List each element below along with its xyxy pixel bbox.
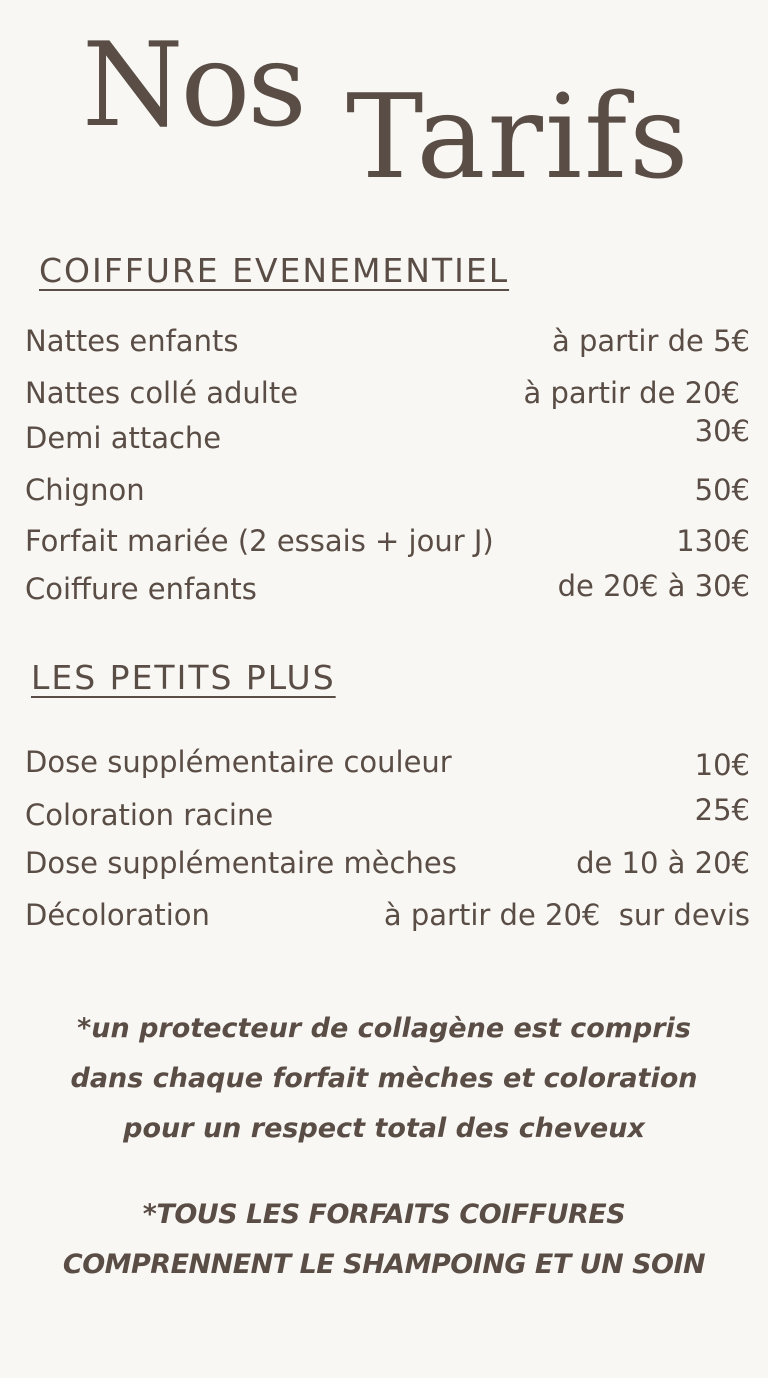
- price-row-label: Décoloration: [25, 898, 210, 932]
- price-row-label: Dose supplémentaire couleur: [25, 745, 452, 779]
- price-row-label: Coloration racine: [25, 798, 274, 832]
- price-row-value: de 10 à 20€: [576, 846, 750, 880]
- note-line: *un protecteur de collagène est compris: [77, 1013, 691, 1044]
- note-forfaits: [0, 1190, 768, 1290]
- section-heading-coiffure-evenementiel: COIFFURE EVENEMENTIEL: [39, 251, 510, 290]
- price-row-label: Nattes collé adulte: [25, 376, 299, 410]
- price-row-value: à partir de 20€ sur devis: [383, 898, 750, 932]
- price-row-label: Nattes enfants: [25, 324, 239, 358]
- price-row-value: de 20€ à 30€: [557, 569, 750, 603]
- title-word-nos: Nos: [82, 18, 304, 153]
- price-row-label: Coiffure enfants: [25, 572, 257, 606]
- price-row-value: à partir de 20€: [523, 376, 740, 410]
- price-row-value: 25€: [694, 793, 750, 827]
- note-line: COMPRENNENT LE SHAMPOING ET UN SOIN: [62, 1249, 706, 1280]
- price-row-label: Dose supplémentaire mèches: [25, 846, 457, 880]
- note-line: dans chaque forfait mèches et coloration: [70, 1063, 698, 1094]
- price-row-label: Demi attache: [25, 421, 222, 455]
- note-line: pour un respect total des cheveux: [123, 1113, 645, 1144]
- note-line: *TOUS LES FORFAITS COIFFURES: [142, 1199, 626, 1230]
- section-heading-les-petits-plus: LES PETITS PLUS: [31, 658, 336, 697]
- price-row-label: Forfait mariée (2 essais + jour J): [25, 524, 494, 558]
- price-row-label: Chignon: [25, 473, 145, 507]
- price-row-value: à partir de 5€: [551, 324, 750, 358]
- price-row-value: 10€: [694, 748, 750, 782]
- price-row-value: 50€: [694, 473, 750, 507]
- price-row-value: 30€: [694, 414, 750, 448]
- price-row-value: 130€: [676, 524, 750, 558]
- title-word-tarifs: Tarifs: [346, 70, 691, 205]
- note-collagene: [0, 1004, 768, 1154]
